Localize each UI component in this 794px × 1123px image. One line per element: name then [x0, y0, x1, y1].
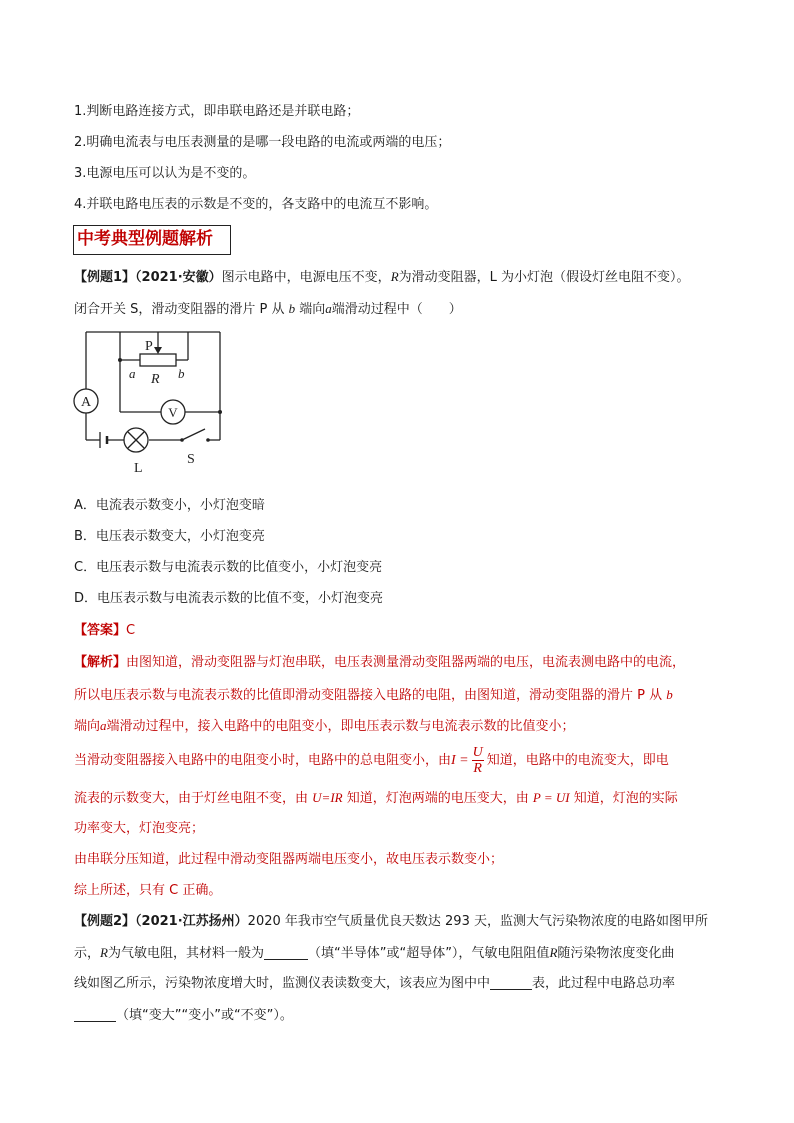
- formula-i: I =: [451, 753, 469, 768]
- answer-label: 【答案】: [74, 623, 127, 638]
- end-label-a: a: [129, 366, 136, 381]
- example2-line1: 【例题2】（2021·江苏扬州）2020 年我市空气质量优良天数达 293 天，监测大气污染物浓度的电路如图甲所: [74, 914, 708, 929]
- example2-line3: 线如图乙所示，污染物浓度增大时，监测仪表读数变大，该表应为图中中 表，此过程中电路总功率: [74, 976, 676, 991]
- formula-fraction: $\frac{U}{R}$: [472, 745, 483, 776]
- example2-line4: （填“变大”“变小”或“不变”）。: [74, 1007, 293, 1025]
- blank-power[interactable]: [74, 1007, 116, 1022]
- example2-line2: 示，R为气敏电阻，其材料一般为 （填“半导体”或“超导体”），气敏电阻阻值R随污染物浓度变化曲: [74, 945, 675, 961]
- option-c: C．电压表示数与电流表示数的比值变小，小灯泡变亮: [74, 560, 383, 575]
- ammeter-label: A: [80, 395, 92, 410]
- tip-3: 3.电源电压可以认为是不变的。: [74, 166, 256, 181]
- voltmeter-label: V: [168, 405, 178, 420]
- tip-1: 1.判断电路连接方式，即串联电路还是并联电路；: [74, 104, 360, 119]
- tip-2: 2.明确电流表与电压表测量的是哪一段电路的电流或两端的电压；: [74, 135, 451, 150]
- analysis-line6: 功率变大，灯泡变亮；: [74, 821, 205, 836]
- analysis-line2: 所以电压表示数与电流表示数的比值即滑动变阻器接入电路的电阻，由图知道，滑动变阻器的滑片 P 从 b: [74, 687, 673, 703]
- rheostat-label-r: R: [151, 372, 160, 387]
- end-label-b: b: [178, 366, 185, 381]
- option-b: B．电压表示数变大，小灯泡变亮: [74, 529, 265, 544]
- tip-4: 4.并联电路电压表的示数是不变的，各支路中的电流互不影响。: [74, 197, 438, 212]
- answer-line: [74, 622, 135, 640]
- example2-tag: 【例题2】（2021·江苏扬州）: [74, 914, 248, 929]
- analysis-line7: 由串联分压知道，此过程中滑动变阻器两端电压变小，故电压表示数变小；: [74, 852, 504, 867]
- example1-line2: 闭合开关 S，滑动变阻器的滑片 P 从 b 端向a端滑动过程中（ ）: [74, 301, 462, 317]
- analysis-line4: 当滑动变阻器接入电路中的电阻变小时，电路中的总电阻变小，由I = $\frac{U}{R}$ 知道，电路中的电流变大，即电: [74, 745, 669, 776]
- lamp-label-l: L: [134, 461, 143, 472]
- slider-label-p: P: [145, 339, 153, 354]
- blank-material[interactable]: [264, 945, 308, 960]
- blank-meter[interactable]: [490, 975, 532, 990]
- option-a: A．电流表示数变小，小灯泡变暗: [74, 498, 265, 513]
- option-d: D．电压表示数与电流表示数的比值不变，小灯泡变亮: [74, 591, 384, 606]
- answer-value: C: [126, 623, 136, 638]
- section-title: 中考典型例题解析: [73, 225, 231, 255]
- circuit-diagram: [60, 322, 260, 472]
- analysis-label: 【解析】: [74, 655, 127, 670]
- switch-label-s: S: [187, 452, 195, 467]
- analysis-line1: 【解析】由图知道，滑动变阻器与灯泡串联，电压表测量滑动变阻器两端的电压，电流表测电路中的电流，: [74, 655, 686, 670]
- example1-line1: 【例题1】（2021·安徽）图示电路中，电源电压不变，R为滑动变阻器，L 为小灯泡（假设灯丝电阻不变）。: [74, 269, 690, 285]
- analysis-line5: 流表的示数变大，由于灯丝电阻不变，由 U=IR 知道，灯泡两端的电压变大，由 P = UI 知道，灯泡的实际: [74, 790, 678, 806]
- slider-arrow: [154, 347, 162, 354]
- analysis-line8: 综上所述，只有 C 正确。: [74, 883, 222, 898]
- example1-tag: 【例题1】（2021·安徽）: [74, 270, 222, 285]
- analysis-line3: 端向a端滑动过程中，接入电路中的电阻变小，即电压表示数与电流表示数的比值变小；: [74, 718, 575, 734]
